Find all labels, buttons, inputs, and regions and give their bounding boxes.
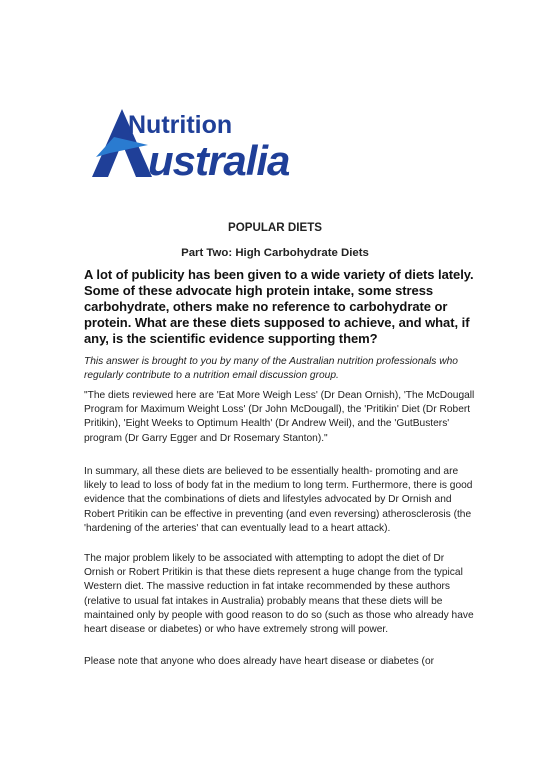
- body-paragraph: The major problem likely to be associated with attempting to adopt the diet of Dr Ornish or Robert Pritikin is that these diets represent a huge change from the typical Western diet. The massive reduction in fat intake recommended by these authors (relative to usual fat intakes in Australia) probably means that these diets will be maintained only by people with good reason to do so (such as those who already have heart disease or diabetes) or who have extremely strong will power.: [84, 553, 474, 636]
- body-paragraph: Please note that anyone who does already have heart disease or diabetes (or: [84, 656, 435, 667]
- body-paragraph: In summary, all these diets are believed to be essentially health- promoting and are likely to lead to loss of body fat in the medium to long term. Furthermore, there is good evidence that the combinations of diets and lifestyles advocated by Dr Ornish and Robert Pritikin can be effective in preventing (and even reversing) atherosclerosis (the 'hardening of the arteries' that can eventually lead to a heart attack).: [84, 466, 473, 534]
- page-subtitle: Part Two: High Carbohydrate Diets: [181, 247, 369, 259]
- question-heading: A lot of publicity has been given to a wide variety of diets lately. Some of these advocate high protein intake, some stress carbohydrate, others make no reference to carbohydrate or protein. What are these diets supposed to achieve, and what, if any, is the scientific evidence supporting them?: [84, 267, 474, 347]
- nutrition-australia-logo: [92, 107, 330, 179]
- intro-paragraph: This answer is brought to you by many of the Australian nutrition professionals who regularly contribute to a nutrition email discussion group.: [84, 356, 458, 382]
- logo-graphic: [92, 107, 330, 179]
- body-paragraph: "The diets reviewed here are 'Eat More Weigh Less' (Dr Dean Ornish), 'The McDougall Program for Maximum Weight Loss' (Dr John McDougall), the 'Pritikin' Diet (Dr Robert Pritikin), 'Eight Weeks to Optimum Health' (Dr Andrew Weil), and the 'GutBusters' program (Dr Garry Egger and Dr Rosemary Stanton).": [84, 390, 475, 444]
- page-title: POPULAR DIETS: [227, 221, 323, 234]
- logo-line2: ustralia: [148, 137, 290, 179]
- logo-line1: Nutrition: [128, 111, 233, 139]
